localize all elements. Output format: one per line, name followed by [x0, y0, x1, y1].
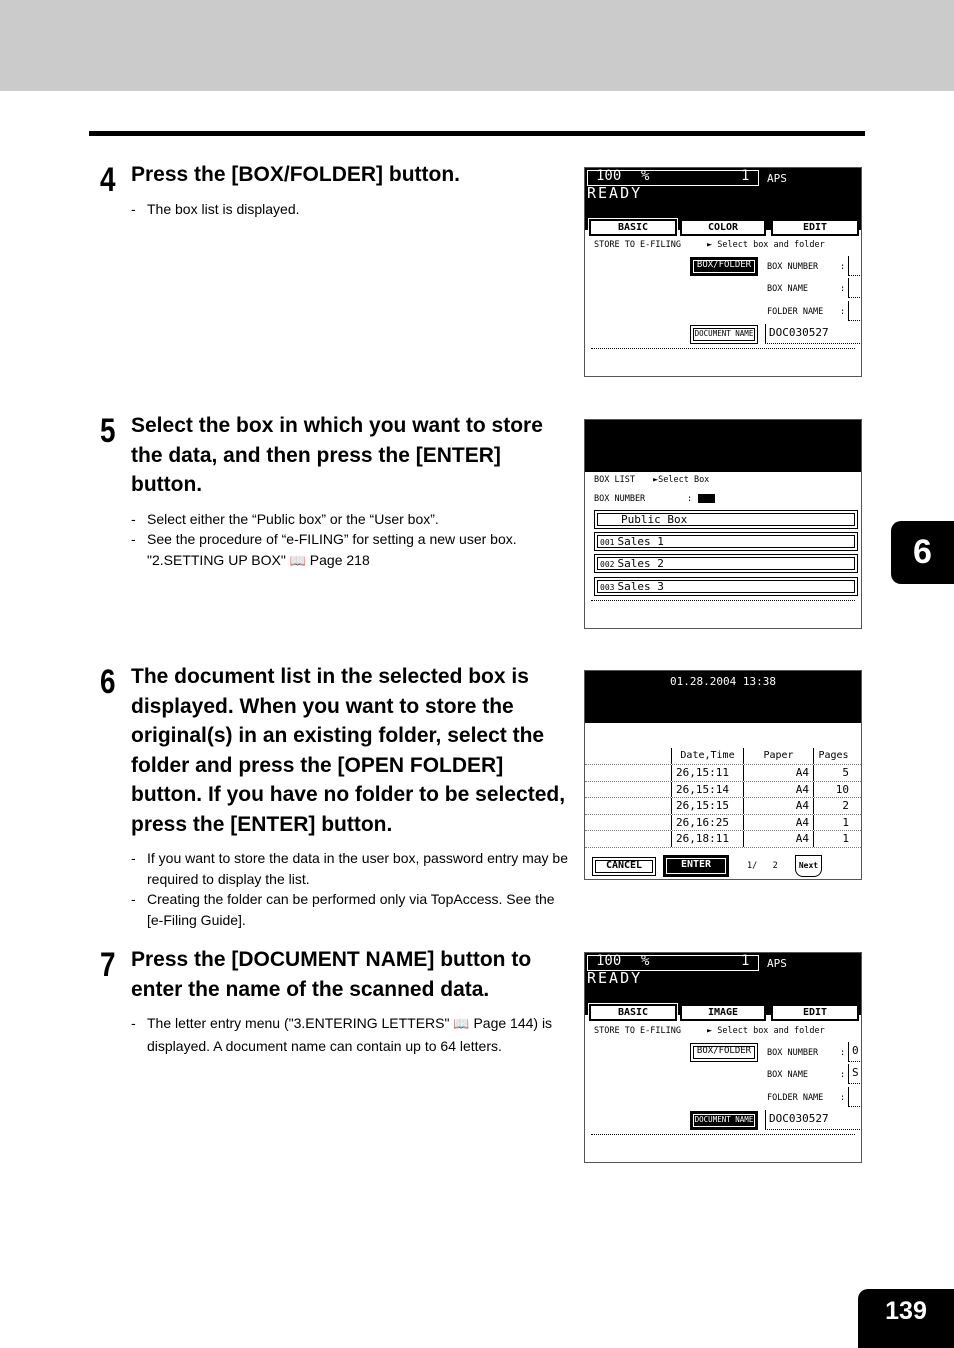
status-bar: 100 % 1 APS READY BASIC IMAGE EDIT: [585, 953, 861, 1015]
aps-indicator: APS: [767, 957, 787, 970]
enter-button[interactable]: ENTER: [663, 855, 729, 877]
datetime: 01.28.2004 13:38: [670, 675, 776, 688]
box-folder-button[interactable]: BOX/FOLDER: [690, 1043, 758, 1062]
table-row[interactable]: 26,16:25 A4 1: [585, 815, 861, 832]
zoom-value: 100: [596, 168, 622, 184]
status-bar: [585, 420, 861, 472]
note: - Creating the folder can be performed only via TopAccess. See the [e-Filing Guide].: [131, 889, 570, 930]
document-name-field[interactable]: DOC030527: [765, 324, 862, 344]
lcd-screen-document-list: [584, 670, 862, 880]
step-notes: [131, 199, 570, 220]
note: - The box list is displayed.: [131, 199, 570, 220]
cancel-button[interactable]: CANCEL: [592, 857, 656, 876]
page-indicator: 1/ 2: [747, 861, 778, 871]
step-number: 7: [100, 946, 116, 984]
document-name-button[interactable]: DOCUMENT NAME: [690, 325, 758, 344]
step-notes: [131, 848, 570, 930]
page-number: 139: [858, 1289, 954, 1348]
step-number: 5: [100, 412, 116, 450]
tab-edit[interactable]: EDIT: [771, 1004, 859, 1021]
step-notes: [131, 509, 570, 573]
table-row[interactable]: 26,15:11 A4 5: [585, 765, 861, 782]
note: - The letter entry menu ("3.ENTERING LETTERS" 📖 Page 144) is displayed. A document name can contain up to 64 letters.: [131, 1013, 570, 1056]
box-list-item[interactable]: 001 Sales 1: [594, 532, 858, 551]
tab-basic[interactable]: BASIC: [589, 1004, 677, 1021]
box-number-field[interactable]: 0: [848, 1042, 862, 1062]
step-title: The document list in the selected box is displayed. When you want to store the original(s) in an existing folder, select the folder and press the [OPEN FOLDER] button. If you have no folder to be selected, press the [ENTER] button.: [131, 665, 566, 836]
box-folder-button[interactable]: BOX/FOLDER: [690, 257, 758, 276]
copy-count: 1: [741, 953, 750, 969]
ready-message: READY: [587, 184, 643, 202]
tab-color[interactable]: COLOR: [680, 219, 766, 236]
ready-message: READY: [587, 969, 643, 987]
step-title: Press the [DOCUMENT NAME] button to enter the name of the scanned data.: [131, 948, 532, 1001]
top-rule: [89, 131, 865, 136]
aps-indicator: APS: [767, 172, 787, 185]
table-row[interactable]: 26,15:14 A4 10: [585, 782, 861, 799]
document-name-button[interactable]: DOCUMENT NAME: [690, 1111, 758, 1130]
table-row[interactable]: 26,18:11 A4 1: [585, 831, 861, 848]
step-4: [100, 160, 570, 219]
step-notes: [131, 1013, 570, 1056]
lcd-screen-box-list: BOX LIST ►Select Box BOX NUMBER : Public Box 001 Sales 1 002 Sales 2 003 Sales 3: [584, 419, 862, 629]
note: - Select either the “Public box” or the “User box”.: [131, 509, 570, 530]
folder-name-field[interactable]: [848, 1087, 862, 1107]
step-5: [100, 411, 570, 572]
tab-image[interactable]: IMAGE: [680, 1004, 766, 1021]
box-list-item-public[interactable]: Public Box: [594, 510, 858, 529]
step-number: 4: [100, 161, 116, 199]
tab-basic[interactable]: BASIC: [589, 219, 677, 236]
step-title: Press the [BOX/FOLDER] button.: [131, 163, 461, 186]
box-list-item[interactable]: 002 Sales 2: [594, 554, 858, 573]
copy-count: 1: [741, 168, 750, 184]
table-row[interactable]: 26,15:15 A4 2: [585, 798, 861, 815]
document-name-field[interactable]: DOC030527: [765, 1110, 862, 1130]
tab-edit[interactable]: EDIT: [771, 219, 859, 236]
book-icon: 📖: [289, 553, 306, 569]
step-7: [100, 945, 570, 1056]
status-bar: 100 % 1 APS READY BASIC COLOR EDIT: [585, 168, 861, 230]
box-name-field[interactable]: [848, 278, 862, 298]
header-band: [0, 0, 954, 91]
step-6: [100, 662, 570, 930]
box-list-item[interactable]: 003 Sales 3: [594, 577, 858, 596]
folder-name-field[interactable]: [848, 301, 862, 321]
chapter-tab: 6: [891, 521, 954, 584]
note: - See the procedure of “e-FILING” for setting a new user box. "2.SETTING UP BOX" 📖 Page 218: [131, 529, 570, 572]
lcd-screen-box-folder: 100 % 1 APS READY BASIC COLOR EDIT STORE TO E-FILING ► Select box and folder BOX/FOLDER BOX NUMBER : BOX NAME : FOLDER NAME : DOCUMENT NAME DOC030527: [584, 167, 862, 377]
box-number-field[interactable]: [848, 256, 862, 276]
box-number-cursor: [698, 494, 715, 503]
next-button[interactable]: Next: [795, 855, 822, 877]
note: - If you want to store the data in the user box, password entry may be required to display the list.: [131, 848, 570, 889]
status-bar: [585, 671, 861, 723]
book-icon: 📖: [453, 1017, 470, 1032]
step-number: 6: [100, 663, 116, 701]
lcd-screen-document-name: 100 % 1 APS READY BASIC IMAGE EDIT STORE TO E-FILING ► Select box and folder BOX/FOLDER BOX NUMBER : 0 BOX NAME : S FOLDER NAME : DOCUMENT NAME DOC030527: [584, 952, 862, 1163]
table-header: Date,Time Paper Pages: [585, 748, 861, 765]
zoom-value: 100: [596, 953, 622, 969]
step-title: Select the box in which you want to store the data, and then press the [ENTER] button.: [131, 414, 543, 496]
box-name-field[interactable]: S: [848, 1064, 862, 1084]
